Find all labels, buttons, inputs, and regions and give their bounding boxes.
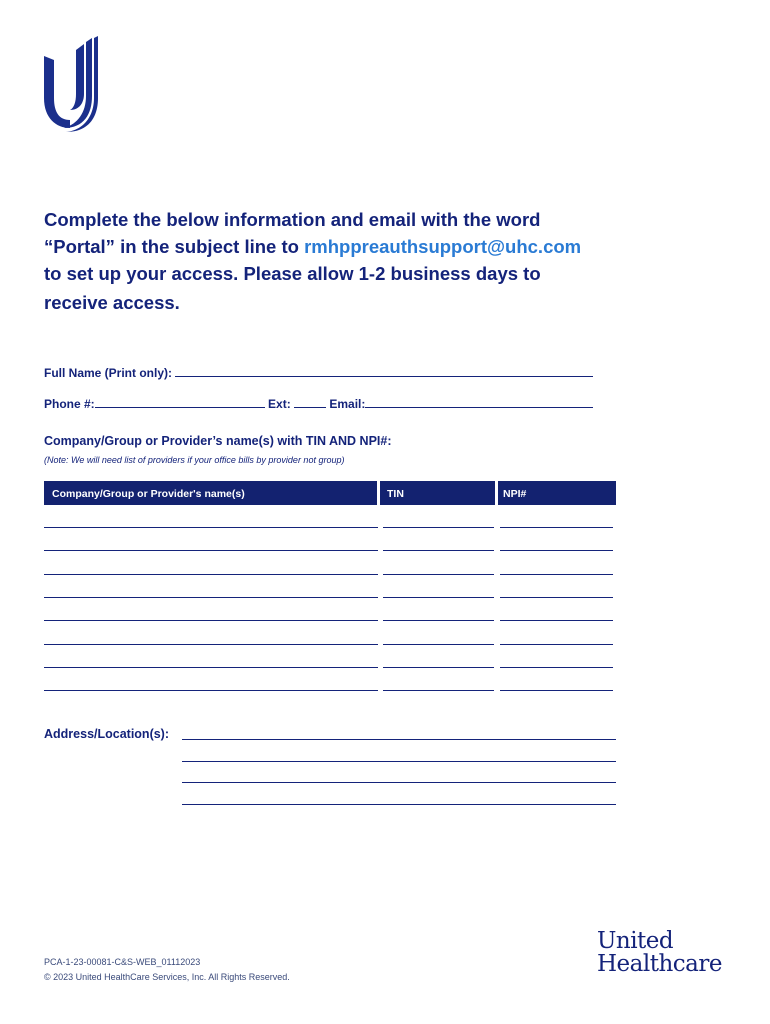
npi-field[interactable] bbox=[500, 597, 613, 598]
support-email-link[interactable]: rmhppreauthsupport@uhc.com bbox=[304, 236, 582, 257]
intro-line-4: receive access. bbox=[44, 292, 180, 313]
full-name-field[interactable] bbox=[175, 365, 593, 377]
intro-line-1: Complete the below information and email with the word bbox=[44, 209, 541, 230]
tin-field[interactable] bbox=[383, 597, 494, 598]
phone-row bbox=[44, 396, 593, 411]
name-field[interactable] bbox=[44, 690, 378, 691]
intro-line-2 bbox=[44, 233, 644, 260]
name-field[interactable] bbox=[44, 644, 378, 645]
npi-field[interactable] bbox=[500, 667, 613, 668]
address-field[interactable] bbox=[182, 804, 616, 805]
phone-label: Phone #: bbox=[44, 397, 95, 411]
name-field[interactable] bbox=[44, 620, 378, 621]
column-header-name: Company/Group or Provider's name(s) bbox=[52, 488, 245, 500]
footer-code: PCA-1-23-00081-C&S-WEB_01112023 bbox=[44, 957, 201, 967]
tin-field[interactable] bbox=[383, 667, 494, 668]
email-label: Email: bbox=[329, 397, 366, 411]
note-text: (Note: We will need list of providers if your office bills by provider not group) bbox=[44, 455, 345, 465]
npi-field[interactable] bbox=[500, 527, 613, 528]
column-header-npi: NPI# bbox=[503, 488, 527, 500]
column-separator bbox=[377, 481, 380, 505]
npi-field[interactable] bbox=[500, 644, 613, 645]
name-field[interactable] bbox=[44, 597, 378, 598]
section-heading: Company/Group or Provider’s name(s) with TIN AND NPI#: bbox=[44, 434, 392, 448]
address-field[interactable] bbox=[182, 739, 616, 740]
tin-field[interactable] bbox=[383, 527, 494, 528]
column-header-tin: TIN bbox=[387, 488, 404, 500]
footer bbox=[44, 955, 290, 985]
npi-field[interactable] bbox=[500, 574, 613, 575]
brand-line-2: Healthcare bbox=[597, 951, 722, 977]
uhc-u-logo-icon bbox=[44, 36, 100, 132]
intro-text bbox=[44, 206, 644, 316]
npi-field[interactable] bbox=[500, 690, 613, 691]
email-field[interactable] bbox=[365, 396, 593, 408]
name-field[interactable] bbox=[44, 550, 378, 551]
tin-field[interactable] bbox=[383, 644, 494, 645]
column-separator bbox=[495, 481, 498, 505]
tin-field[interactable] bbox=[383, 550, 494, 551]
npi-field[interactable] bbox=[500, 620, 613, 621]
tin-field[interactable] bbox=[383, 574, 494, 575]
address-label: Address/Location(s): bbox=[44, 727, 170, 741]
tin-field[interactable] bbox=[383, 620, 494, 621]
table-header bbox=[44, 481, 616, 505]
name-field[interactable] bbox=[44, 574, 378, 575]
brand-logo bbox=[597, 930, 722, 976]
address-field[interactable] bbox=[182, 761, 616, 762]
intro-line-2-prefix: “Portal” in the subject line to bbox=[44, 236, 305, 257]
ext-field[interactable] bbox=[294, 396, 326, 408]
footer-copyright: © 2023 United HealthCare Services, Inc. All Rights Reserved. bbox=[44, 972, 290, 982]
full-name-row bbox=[44, 365, 593, 380]
intro-line-3: to set up your access. Please allow 1-2 business days to bbox=[44, 263, 541, 284]
name-field[interactable] bbox=[44, 527, 378, 528]
tin-field[interactable] bbox=[383, 690, 494, 691]
npi-field[interactable] bbox=[500, 550, 613, 551]
full-name-label: Full Name (Print only): bbox=[44, 366, 173, 380]
phone-field[interactable] bbox=[95, 396, 265, 408]
address-field[interactable] bbox=[182, 782, 616, 783]
brand-line-1: United bbox=[597, 928, 674, 954]
name-field[interactable] bbox=[44, 667, 378, 668]
ext-label: Ext: bbox=[268, 397, 291, 411]
